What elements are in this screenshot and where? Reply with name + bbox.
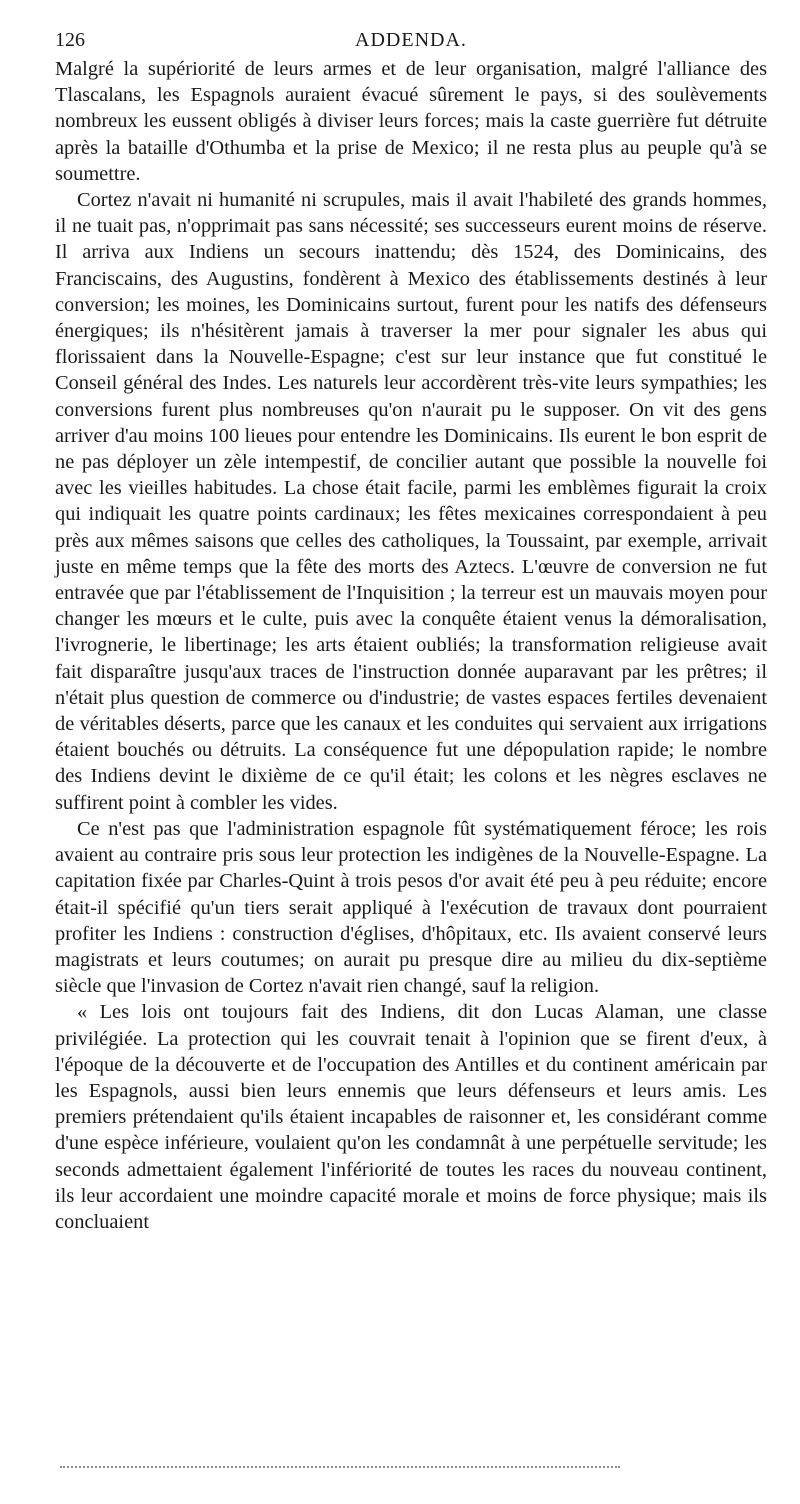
- footer-dotted-rule: [60, 1466, 620, 1468]
- paragraph-4: « Les lois ont toujours fait des Indiens, dit don Lucas Alaman, une classe privilégiée. La protection qui les couvrait tenait à l'opinion que se firent d'eux, à l'époque de la découverte et de l'occupation des Antilles et du continent américain par les Espagnols, aussi bien leurs ennemis que leurs défenseurs et leurs amis. Les premiers prétendaient qu'ils étaient incapables de raisonner et, les considérant comme d'une espèce inférieure, voulaient qu'on les condamnât à une perpétuelle servitude; les seconds admettaient également l'infériorité de toutes les races du nouveau continent, ils leur accordaient une moindre capacité morale et moins de force physique; mais ils concluaient: [55, 1001, 767, 1233]
- page-number: 126: [55, 29, 85, 51]
- running-head: [55, 28, 767, 52]
- book-page: [55, 28, 767, 1235]
- running-title: ADDENDA.: [355, 29, 467, 51]
- paragraph-1: Malgré la supériorité de leurs armes et de leur organisation, malgré l'alliance des Tlascalans, les Espagnols auraient évacué sûrement le pays, si des soulèvements nombreux les eussent obligés à diviser leurs forces; mais la caste guerrière fut détruite après la bataille d'Othumba et la prise de Mexico; il ne resta plus au peuple qu'à se soumettre.: [55, 58, 767, 185]
- body-text: [55, 56, 767, 1235]
- paragraph-3: Ce n'est pas que l'administration espagnole fût systématiquement féroce; les rois avaient au contraire pris sous leur protection les indigènes de la Nouvelle-Espagne. La capitation fixée par Charles-Quint à trois pesos d'or avait été peu à peu réduite; encore était-il spécifié qu'un tiers serait appliqué à l'exécution de travaux dont pourraient profiter les Indiens : construction d'églises, d'hôpitaux, etc. Ils avaient conservé leurs magistrats et leurs coutumes; on aurait pu presque dire au milieu du dix-septième siècle que l'invasion de Cortez n'avait rien changé, sauf la religion.: [55, 817, 767, 998]
- paragraph-2: Cortez n'avait ni humanité ni scrupules, mais il avait l'habileté des grands hommes, il ne tuait pas, n'opprimait pas sans nécessité; ses successeurs eurent moins de réserve. Il arriva aux Indiens un secours inattendu; dès 1524, des Dominicains, des Franciscains, des Augustins, fondèrent à Mexico des établissements destinés à leur conversion; les moines, les Dominicains surtout, furent pour les natifs des défenseurs énergiques; ils n'hésitèrent jamais à traverser la mer pour signaler les abus qui florissaient dans la Nouvelle-Espagne; c'est sur leur instance que fut constitué le Conseil général des Indes. Les naturels leur accordèrent très-vite leurs sympathies; les conversions furent plus nombreuses qu'on n'aurait pu le supposer. On vit des gens arriver d'au moins 100 lieues pour entendre les Dominicains. Ils eurent le bon esprit de ne pas déployer un zèle intempestif, de concilier autant que possible la nouvelle foi avec les vieilles habitudes. La chose était facile, parmi les emblèmes figurait la croix qui indiquait les quatre points cardinaux; les fêtes mexicaines correspondaient à peu près aux mêmes saisons que celles des catholiques, la Toussaint, par exemple, arrivait juste en même temps que la fête des morts des Aztecs. L'œuvre de conversion ne fut entravée que par l'établissement de l'Inquisition ; la terreur est un mauvais moyen pour changer les mœurs et le culte, puis avec la conquête étaient venus la démoralisation, l'ivrognerie, le libertinage; les arts étaient oubliés; la transformation religieuse avait fait disparaître jusqu'aux traces de l'instruction donnée auparavant par les prêtres; il n'était plus question de commerce ou d'industrie; de vastes espaces fertiles devenaient de véritables déserts, parce que les canaux et les conduites qui servaient aux irrigations étaient bouchés ou détruits. La conséquence fut une dépopulation rapide; le nombre des Indiens devint le dixième de ce qu'il était; les colons et les nègres esclaves ne suffirent point à combler les vides.: [55, 189, 767, 814]
